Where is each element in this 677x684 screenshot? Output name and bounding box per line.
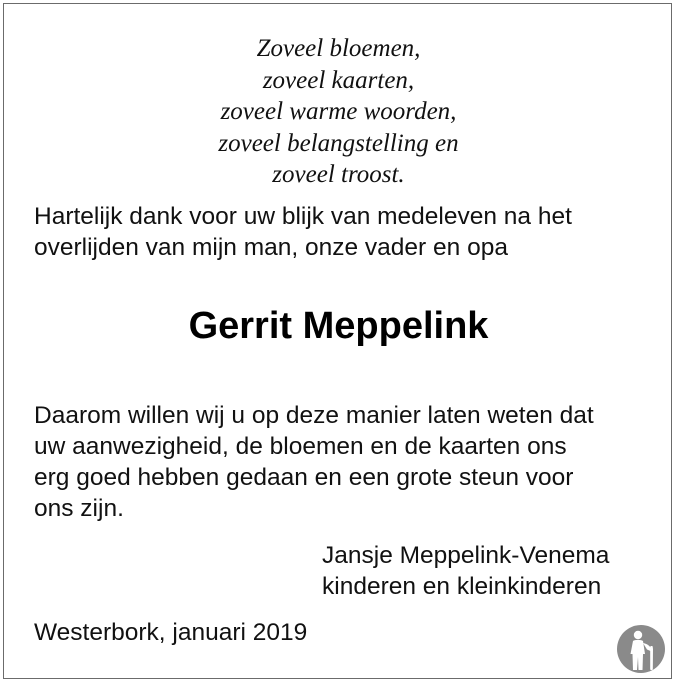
message-line: Daarom willen wij u op deze manier laten weten dat <box>34 402 594 429</box>
message-line: erg goed hebben gedaan en een grote steun voor <box>34 464 574 491</box>
signature-line: Jansje Meppelink-Venema <box>322 542 610 569</box>
signature-line: kinderen en kleinkinderen <box>322 573 602 600</box>
deceased-name: Gerrit Meppelink <box>188 305 489 347</box>
thanks-line: Hartelijk dank voor uw blijk van medeleven na het <box>34 203 572 230</box>
poem-line: zoveel kaarten, <box>262 66 415 94</box>
thanks-line: overlijden van mijn man, onze vader en opa <box>34 234 508 261</box>
message-line: uw aanwezigheid, de bloemen en de kaarten ons <box>34 433 567 460</box>
poem-line: zoveel troost. <box>272 161 405 188</box>
thanks-text <box>34 201 654 263</box>
poem-line: Zoveel bloemen, <box>256 35 421 62</box>
memorial-figure-icon <box>616 624 666 674</box>
poem <box>0 33 677 191</box>
message-line: ons zijn. <box>34 495 124 522</box>
poem-line: zoveel belangstelling en <box>218 129 459 157</box>
signature <box>322 540 609 602</box>
place-and-date: Westerbork, januari 2019 <box>34 619 308 646</box>
poem-line: zoveel warme woorden, <box>220 98 457 125</box>
message-text <box>34 400 654 524</box>
